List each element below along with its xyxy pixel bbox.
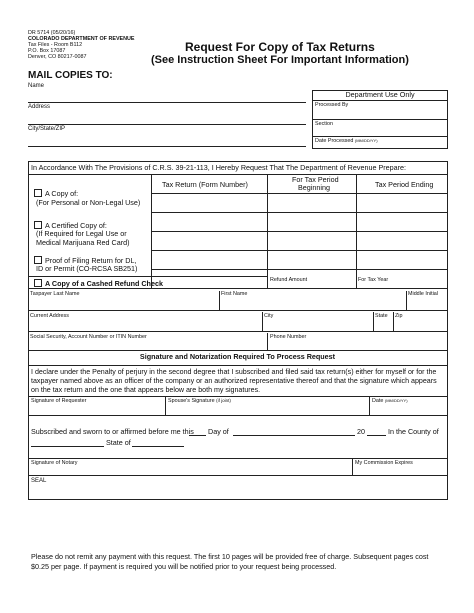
checkbox-copy[interactable]	[34, 189, 42, 197]
section-label: Section	[315, 121, 333, 127]
department-name: COLORADO DEPARTMENT OF REVENUE	[28, 36, 135, 42]
column-period-begin-2: Beginning	[298, 183, 330, 192]
address-line-2: P.O. Box 17087	[28, 48, 66, 54]
column-period-begin-1: For Tax Period	[292, 175, 339, 184]
sworn-month-field[interactable]	[233, 435, 355, 436]
mail-name-field[interactable]	[28, 102, 306, 103]
sworn-year-label: 20	[357, 427, 365, 436]
department-use-heading: Department Use Only	[313, 91, 447, 101]
column-period-end: Tax Period Ending	[375, 180, 434, 189]
processed-by-label: Processed By	[315, 102, 349, 108]
sworn-statement: Subscribed and sworn to or affirmed before me this	[31, 427, 194, 436]
mail-address-field[interactable]	[28, 124, 306, 125]
option-copy-label: A Copy of:	[45, 189, 79, 198]
middle-initial-label: Middle Initial	[408, 291, 438, 297]
taxpayer-id-field[interactable]	[28, 350, 447, 351]
notary-field[interactable]	[28, 475, 447, 476]
sworn-day-field[interactable]	[189, 435, 206, 436]
address-line-1: Tax Files - Room B112	[28, 42, 83, 48]
date-processed-label: Date Processed	[315, 138, 354, 144]
date-processed-format: (MM/DD/YY)	[354, 138, 378, 143]
option-copy-note: (For Personal or Non-Legal Use)	[36, 198, 141, 207]
sworn-day-label: Day of	[208, 427, 229, 436]
seal-label: SEAL	[31, 478, 47, 484]
taxpayer-name-field[interactable]	[28, 310, 447, 311]
option-certified-note-2: Medical Marijuana Red Card)	[36, 238, 130, 247]
checkbox-refund-check[interactable]	[34, 279, 42, 287]
mail-copies-heading: MAIL COPIES TO:	[28, 70, 113, 81]
for-tax-year-label: For Tax Year	[358, 277, 389, 283]
checkbox-certified-copy[interactable]	[34, 221, 42, 229]
perjury-declaration: I declare under the Penalty of perjury in the second degree that I subscribed and filed said tax return(s) either for myself or for the taxpayer named above as an officer of the company or an authorized representative thereof and that the signature which appears on the tax return and the one that appears below are both my signatures.	[31, 368, 437, 395]
checkbox-proof-of-filing[interactable]	[34, 256, 42, 264]
signature-heading: Signature and Notarization Required To Process Request	[139, 352, 336, 361]
city-label: City	[264, 313, 274, 319]
state-of-field[interactable]	[132, 446, 184, 447]
date-processed-field[interactable]	[313, 137, 447, 145]
mail-name-label: Name	[28, 83, 45, 89]
signature-field[interactable]	[28, 415, 447, 416]
ssn-label: Social Security, Account Number or ITIN Number	[30, 334, 147, 340]
refund-amount-label: Refund Amount	[270, 277, 308, 283]
payment-note: Please do not remit any payment with this request. The first 10 pages will be provided free of charge. Subsequent pages cost $0.25 per page. If payment is required you will be notified prior to your request being processed.	[31, 552, 429, 571]
current-address-label: Current Address	[30, 313, 69, 319]
mail-city-label: City/State/ZIP	[28, 126, 66, 132]
section-field[interactable]	[313, 120, 447, 137]
address-line-3: Denver, CO 80217-0087	[28, 54, 87, 60]
option-proof-label: Proof of Filing Return for DL,	[45, 256, 137, 265]
mail-address-label: Address	[28, 104, 51, 110]
page-title: Request For Copy of Tax Returns	[185, 40, 375, 54]
form-id: DR 5714 (05/20/16)	[28, 30, 76, 36]
taxpayer-last-name-label: Taxpayer Last Name	[30, 291, 80, 297]
county-field[interactable]	[31, 446, 104, 447]
page-subtitle: (See Instruction Sheet For Important Information)	[151, 54, 409, 66]
option-proof-note: ID or Permit (CO-RCSA SB251)	[36, 264, 138, 273]
county-label: In the County of	[388, 427, 439, 436]
department-use-box	[312, 90, 448, 149]
notary-signature-label: Signature of Notary	[31, 460, 78, 466]
processed-by-field[interactable]	[313, 101, 447, 120]
requester-signature-label: Signature of Requester	[31, 398, 87, 404]
sworn-year-field[interactable]	[367, 435, 386, 436]
option-certified-note-1: (If Required for Legal Use or	[36, 229, 127, 238]
taxpayer-address-field[interactable]	[28, 331, 447, 332]
first-name-label: First Name	[221, 291, 248, 297]
state-of-label: State of	[106, 438, 131, 447]
column-tax-return: Tax Return (Form Number)	[162, 180, 248, 189]
option-refund-label: A Copy of a Cashed Refund Check	[45, 279, 163, 288]
option-certified-label: A Certified Copy of:	[45, 221, 107, 230]
spouse-signature-label: Spouse's Signature (if joint)	[168, 398, 231, 404]
state-label: State	[375, 313, 388, 319]
signature-date-label: Date (MM/DD/YY)	[372, 398, 408, 404]
commission-expires-label: My Commission Expires	[355, 460, 413, 466]
zip-label: Zip	[395, 313, 403, 319]
phone-label: Phone Number	[270, 334, 307, 340]
mail-city-field[interactable]	[28, 146, 306, 147]
request-intro: In Accordance With The Provisions of C.R.S. 39-21-113, I Hereby Request That The Department of Revenue Prepare:	[31, 163, 407, 172]
